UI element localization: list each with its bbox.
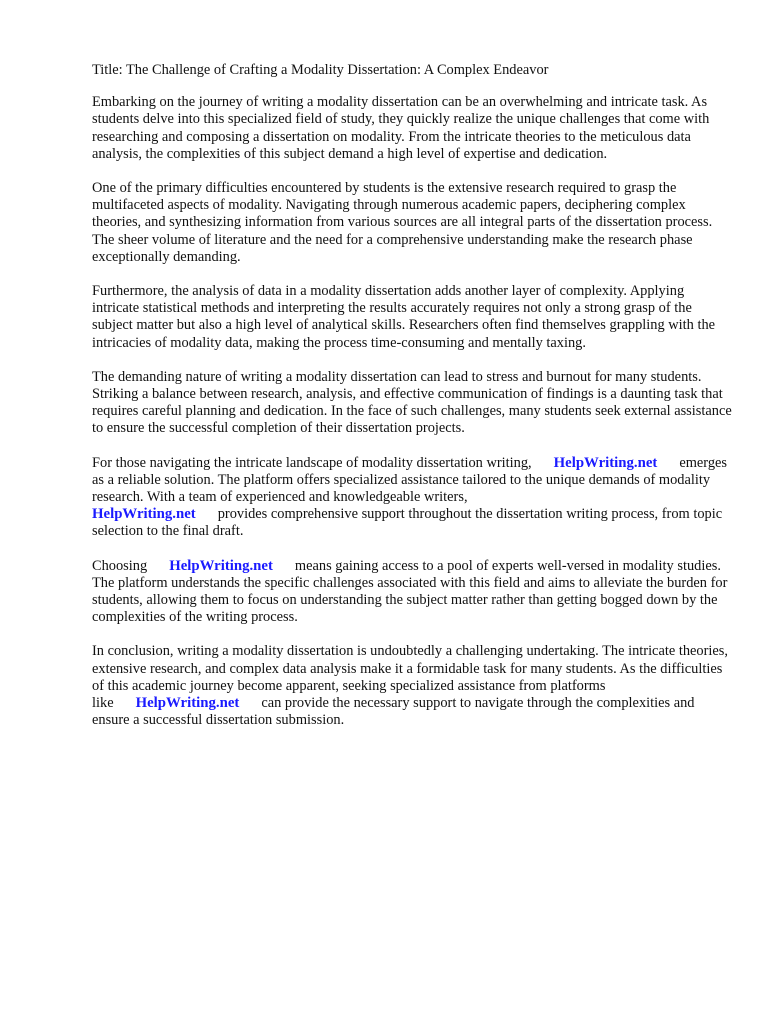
paragraph-2: One of the primary difficulties encountered by students is the extensive research required to grasp the multifaceted aspects of modality. Navigating through numerous academic papers, deciphering complex theories, and synthesizing information from various sources are all integral parts of the dissertation process. The sheer volume of literature and the need for a comprehensive understanding make the research phase exceptionally demanding. [92,180,713,265]
paragraph-5 [92,455,732,541]
paragraph-1: Embarking on the journey of writing a modality dissertation can be an overwhelming and intricate task. As students delve into this specialized field of study, they quickly realize the unique challenges that come with researching and composing a dissertation on modality. From the intricate theories to the meticulous data analysis, the complexities of this subject demand a high level of expertise and dedication. [92,94,710,162]
paragraph-7-text-b: can provide the necessary support to navigate through the complexities and ensure a successful dissertation submission. [92,695,695,729]
document-title: Title: The Challenge of Crafting a Modality Dissertation: A Complex Endeavor [92,62,549,78]
helpwriting-link[interactable]: HelpWriting.net [169,557,273,574]
paragraph-5-text-a: For those navigating the intricate landscape of modality dissertation writing, [92,454,532,471]
paragraph-7 [92,643,732,729]
helpwriting-link[interactable]: HelpWriting.net [553,454,658,471]
paragraph-3: Furthermore, the analysis of data in a modality dissertation adds another layer of complexity. Applying intricate statistical methods and interpreting the results accurately requires not only a strong grasp of the subject matter but also a high level of analytical skills. Researchers often find themselves grappling with the intricacies of modality data, making the process time-consuming and mentally taxing. [92,283,716,351]
document-page [92,62,732,747]
paragraph-4: The demanding nature of writing a modality dissertation can lead to stress and burnout for many students. Striking a balance between research, analysis, and effective communication of findings is a daunting task that requires careful planning and dedication. In the face of such challenges, many students seek external assistance to ensure the successful completion of their dissertation projects. [92,368,732,437]
paragraph-6 [92,558,732,627]
paragraph-5-text-c: provides comprehensive support throughout the dissertation writing process, from topic selection to the final draft. [92,506,723,540]
paragraph-7-text-a: In conclusion, writing a modality dissertation is undoubtedly a challenging undertaking. The intricate theories, extensive research, and complex data analysis make it a formidable task for many students. As the difficulties of this academic journey become apparent, seeking specialized assistance from platforms like [92,643,728,712]
helpwriting-link[interactable]: HelpWriting.net [135,695,240,712]
paragraph-6-text-a: Choosing [92,557,148,574]
paragraph-5-text-b: emerges as a reliable solution. The platform offers specialized assistance tailored to the unique demands of modality research. With a team of experienced and knowledgeable writers, [92,454,728,506]
helpwriting-link[interactable]: HelpWriting.net [92,506,196,523]
paragraph-6-text-b: means gaining access to a pool of experts well-versed in modality studies. The platform understands the specific challenges associated with this field and aims to alleviate the burden for students, allowing them to focus on understanding the subject matter rather than getting bogged down by the complexities of the writing process. [92,557,728,626]
